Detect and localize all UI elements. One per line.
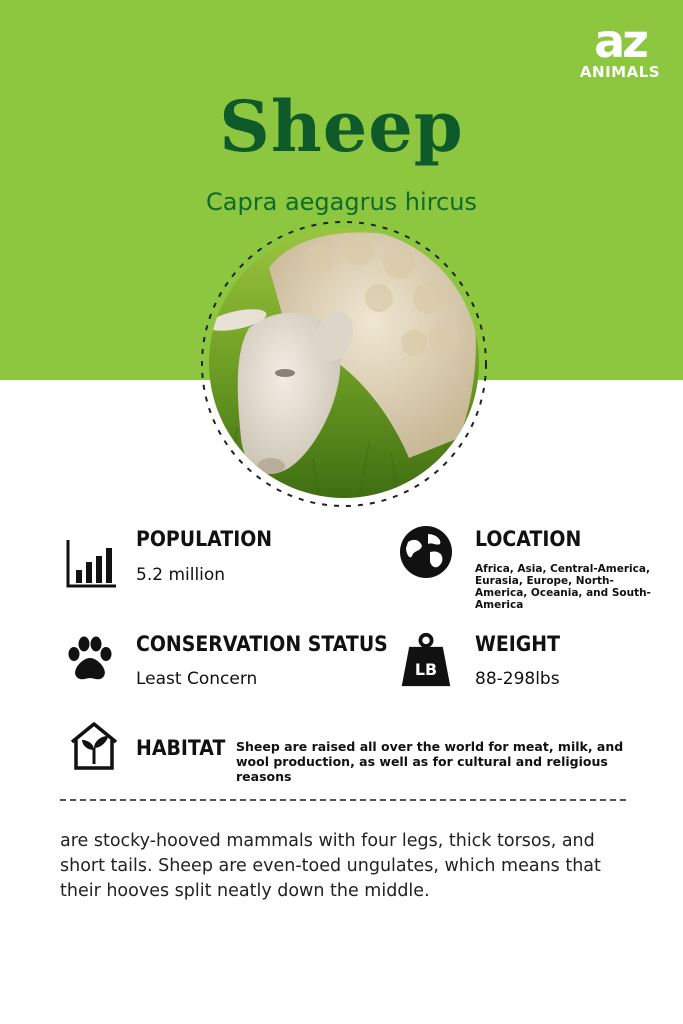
- dashed-divider: [60, 799, 626, 801]
- weight-value: 88-298lbs: [475, 669, 560, 689]
- conservation-label: CONSERVATION STATUS: [136, 632, 388, 656]
- population-label: POPULATION: [136, 527, 273, 551]
- paw-icon: [62, 632, 118, 688]
- population-value: 5.2 million: [136, 565, 226, 585]
- description-text: are stocky-hooved mammals with four legs, thick torsos, and short tails. Sheep are even-toed ungulates, which means that their hooves split neatly down the middle.: [60, 831, 601, 901]
- globe-icon: [398, 524, 454, 580]
- az-animals-logo[interactable]: [578, 14, 662, 81]
- page-title: Sheep: [219, 85, 464, 168]
- bar-chart-icon: [64, 536, 120, 592]
- weight-icon: [398, 632, 454, 688]
- logo-mark: az: [594, 14, 646, 68]
- logo-wordmark: ANIMALS: [579, 63, 661, 81]
- habitat-value: Sheep are raised all over the world for meat, milk, and wool production, as well as for cultural and religious reasons: [236, 739, 624, 784]
- weight-icon-text: LB: [414, 659, 438, 679]
- location-label: LOCATION: [475, 527, 582, 551]
- house-plant-icon: [66, 718, 122, 774]
- weight-label: WEIGHT: [475, 632, 561, 656]
- location-value: Africa, Asia, Central-America, Eurasia, Europe, North-America, Oceania, and South-America: [475, 563, 651, 611]
- sheep-photo: [209, 228, 479, 498]
- conservation-value: Least Concern: [136, 669, 258, 689]
- habitat-label: HABITAT: [136, 736, 226, 760]
- scientific-name: Capra aegagrus hircus: [206, 188, 477, 216]
